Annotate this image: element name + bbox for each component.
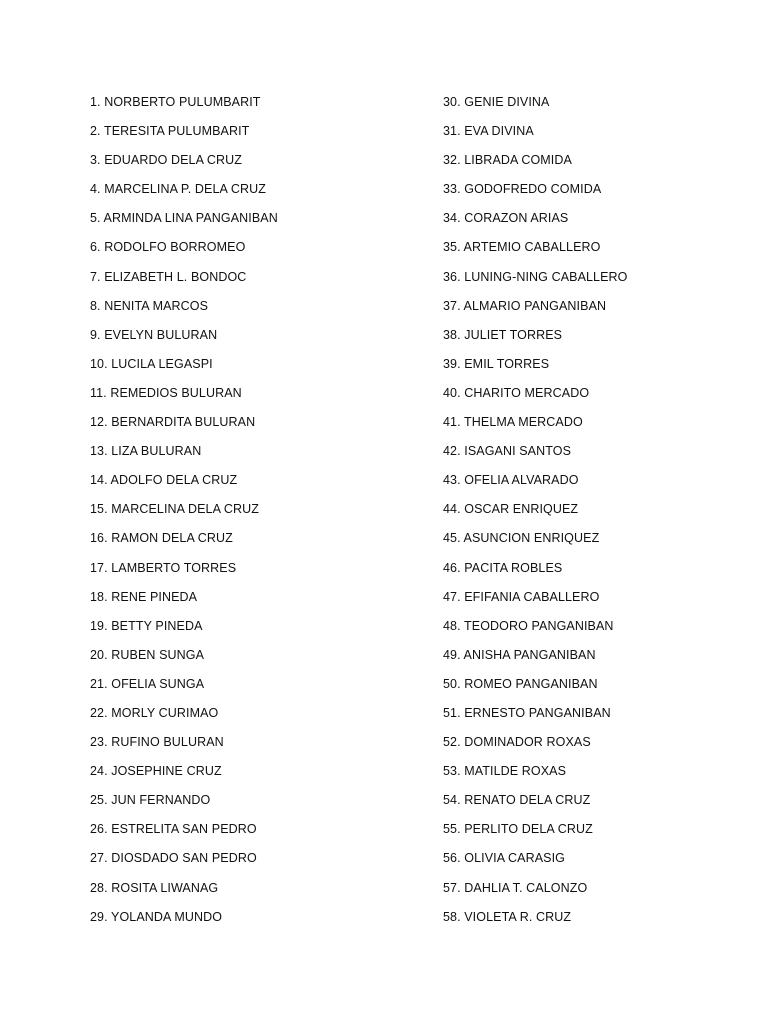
list-item: 32. LIBRADA COMIDA — [443, 153, 572, 168]
list-item: 21. OFELIA SUNGA — [90, 676, 205, 691]
list-item: 40. CHARITO MERCADO — [443, 385, 590, 400]
list-item: 23. RUFINO BULURAN — [90, 735, 224, 750]
list-item: 19. BETTY PINEDA — [90, 618, 203, 633]
list-item: 54. RENATO DELA CRUZ — [443, 793, 591, 808]
list-item: 13. LIZA BULURAN — [90, 444, 202, 459]
list-item: 9. EVELYN BULURAN — [90, 327, 218, 342]
list-item: 8. NENITA MARCOS — [90, 298, 209, 313]
list-item: 25. JUN FERNANDO — [90, 793, 211, 808]
list-item: 15. MARCELINA DELA CRUZ — [90, 502, 260, 517]
list-item: 57. DAHLIA T. CALONZO — [443, 880, 588, 895]
list-item: 50. ROMEO PANGANIBAN — [443, 676, 598, 691]
list-item: 39. EMIL TORRES — [443, 356, 550, 371]
list-item: 38. JULIET TORRES — [443, 327, 563, 342]
list-item: 42. ISAGANI SANTOS — [443, 444, 572, 459]
list-item: 48. TEODORO PANGANIBAN — [443, 618, 614, 633]
list-item: 28. ROSITA LIWANAG — [90, 880, 219, 895]
list-item: 58. VIOLETA R. CRUZ — [443, 909, 572, 924]
list-item: 56. OLIVIA CARASIG — [443, 851, 565, 866]
list-item: 52. DOMINADOR ROXAS — [443, 735, 591, 750]
names-list-right-column — [443, 92, 743, 936]
list-item: 44. OSCAR ENRIQUEZ — [443, 502, 579, 517]
list-item: 10. LUCILA LEGASPI — [90, 356, 213, 371]
list-item: 17. LAMBERTO TORRES — [90, 560, 237, 575]
list-item: 49. ANISHA PANGANIBAN — [443, 647, 596, 662]
list-item: 6. RODOLFO BORROMEO — [90, 240, 246, 255]
list-item: 55. PERLITO DELA CRUZ — [443, 822, 593, 837]
list-item: 29. YOLANDA MUNDO — [90, 909, 223, 924]
list-item: 12. BERNARDITA BULURAN — [90, 415, 256, 430]
list-item: 26. ESTRELITA SAN PEDRO — [90, 822, 257, 837]
list-item: 18. RENE PINEDA — [90, 589, 198, 604]
list-item: 16. RAMON DELA CRUZ — [90, 531, 233, 546]
list-item: 53. MATILDE ROXAS — [443, 764, 567, 779]
list-item: 51. ERNESTO PANGANIBAN — [443, 705, 611, 720]
list-item: 45. ASUNCION ENRIQUEZ — [443, 531, 600, 546]
list-item: 3. EDUARDO DELA CRUZ — [90, 153, 243, 168]
list-item: 14. ADOLFO DELA CRUZ — [90, 473, 238, 488]
list-item: 24. JOSEPHINE CRUZ — [90, 764, 222, 779]
list-item: 30. GENIE DIVINA — [443, 95, 550, 109]
list-item: 36. LUNING-NING CABALLERO — [443, 269, 628, 284]
list-item: 11. REMEDIOS BULURAN — [90, 385, 242, 400]
list-item: 37. ALMARIO PANGANIBAN — [443, 298, 607, 313]
list-item: 5. ARMINDA LINA PANGANIBAN — [90, 211, 278, 226]
list-item: 46. PACITA ROBLES — [443, 560, 563, 575]
list-item: 7. ELIZABETH L. BONDOC — [90, 269, 247, 284]
names-list-left-column — [90, 92, 420, 936]
list-item: 47. EFIFANIA CABALLERO — [443, 589, 600, 604]
list-item: 4. MARCELINA P. DELA CRUZ — [90, 182, 266, 197]
list-item: 34. CORAZON ARIAS — [443, 211, 569, 226]
list-item: 35. ARTEMIO CABALLERO — [443, 240, 601, 255]
list-item: 31. EVA DIVINA — [443, 124, 534, 139]
list-item: 20. RUBEN SUNGA — [90, 647, 205, 662]
list-item: 33. GODOFREDO COMIDA — [443, 182, 602, 197]
list-item: 2. TERESITA PULUMBARIT — [90, 124, 250, 139]
list-item: 27. DIOSDADO SAN PEDRO — [90, 851, 257, 866]
list-item: 1. NORBERTO PULUMBARIT — [90, 95, 261, 109]
list-item: 41. THELMA MERCADO — [443, 415, 583, 430]
list-item: 43. OFELIA ALVARADO — [443, 473, 579, 488]
list-item: 22. MORLY CURIMAO — [90, 705, 219, 720]
